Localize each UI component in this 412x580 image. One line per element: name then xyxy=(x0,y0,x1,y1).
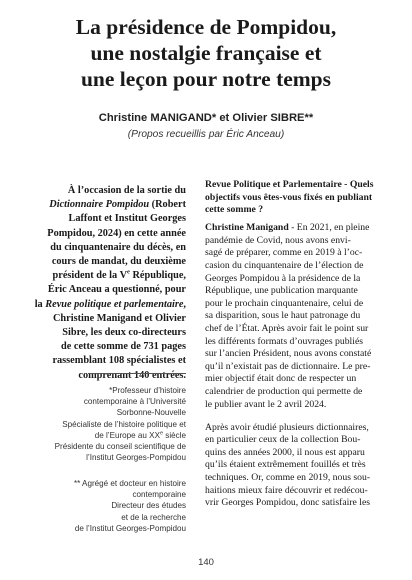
footnote-line: Sorbonne-Nouvelle xyxy=(116,408,186,418)
interview-column xyxy=(205,179,397,510)
spacer xyxy=(205,411,397,422)
book-title: Dictionnaire Pompidou xyxy=(49,199,150,211)
speaker-name: Christine Manigand xyxy=(205,222,289,234)
intro-line xyxy=(16,198,186,212)
article-title xyxy=(0,14,412,92)
footnote-line: Spécialiste de l’histoire politique et xyxy=(62,419,186,429)
answer-line: le publier avant le 2 avril 2024. xyxy=(205,398,327,410)
answer-line: Après avoir étudié plusieurs dictionnaires, xyxy=(205,421,369,433)
page-number: 140 xyxy=(198,557,214,568)
intro-line: Sibre, les deux co-directeurs xyxy=(62,327,186,339)
intro-text: République, xyxy=(129,270,186,282)
footnote-text: de l’Europe au XX xyxy=(94,430,160,440)
intro-text: la xyxy=(34,298,46,310)
journal-title: Revue politique et parlementaire xyxy=(45,298,184,310)
footnote-line: *Professeur d’histoire xyxy=(109,386,186,395)
answer-line: les différents formats d’ouvrages publiés xyxy=(205,335,364,347)
interview-answer xyxy=(205,222,397,411)
intro-paragraph xyxy=(16,184,186,383)
footnote-author-2 xyxy=(0,478,186,534)
intro-text: (Robert xyxy=(149,199,186,211)
answer-line: République, une publication marquante xyxy=(205,285,358,297)
answer-line: sur l’ancien Président, nous avons constaté xyxy=(205,348,372,360)
intro-line: Laffont et Institut Georges xyxy=(68,213,186,225)
footnote-line xyxy=(0,430,186,441)
footnote-divider xyxy=(88,373,186,374)
answer-line: pandémie de Covid, nous avons envi- xyxy=(205,234,351,246)
intro-line xyxy=(16,298,186,312)
footnote-author-1 xyxy=(0,385,186,463)
answer-line: qu’il n’existait pas de dictionnaire. Le pre- xyxy=(205,360,371,372)
intro-line: comprenant 140 entrées. xyxy=(78,369,186,381)
answer-paragraph xyxy=(205,422,397,510)
answer-line: techniques. Or, comme en 2019, nous sou- xyxy=(205,472,371,484)
answer-line: chef de l’État. Après avoir fait le point sur xyxy=(205,323,369,335)
footnote-line: contemporaine xyxy=(132,490,186,500)
intro-line: rassemblant 108 spécialistes et xyxy=(52,355,186,367)
question-line: Revue Politique et Parlementaire - Quels xyxy=(205,179,374,190)
interview-credit: (Propos recueillis par Éric Anceau) xyxy=(127,129,285,140)
intro-text: , xyxy=(183,298,186,310)
intro-line xyxy=(16,269,186,283)
footnote-line: ** Agrégé et docteur en histoire xyxy=(73,479,186,488)
answer-line: quins des années 2000, il nous est apparu xyxy=(205,446,365,458)
answer-line xyxy=(205,222,397,235)
title-line: La présidence de Pompidou, xyxy=(75,15,337,39)
footnote-line: de l’Institut Georges-Pompidou xyxy=(74,523,186,533)
intro-line: Pompidou, 2024) en cette année xyxy=(47,227,186,239)
intro-line: du cinquantenaire du décès, en xyxy=(50,241,186,253)
answer-line: calendrier de production qui permette de xyxy=(205,386,363,397)
footnote-line: Présidente du conseil scientifique de xyxy=(54,442,186,452)
answer-line: en particulier ceux de la collection Bou- xyxy=(205,434,361,446)
answer-line: vrir Georges Pompidou, donc satisfaire les xyxy=(205,497,371,509)
intro-line: de cette somme de 731 pages xyxy=(61,341,186,353)
footnote-line: et de la recherche xyxy=(121,512,186,522)
intro-line: À l’occasion de la sortie du xyxy=(67,185,186,196)
intro-line: cours de mandat, du deuxième xyxy=(51,256,186,268)
footnote-text: siècle xyxy=(163,430,186,440)
footnote-line: contemporaine à l’Université xyxy=(83,397,186,407)
interview-question xyxy=(205,179,397,217)
answer-line: qu’ils étaient extrêmement fouillés et très xyxy=(205,459,366,471)
footnote-line: Directeur des études xyxy=(111,501,186,511)
answer-line: casion du cinquantenaire de l’élection de xyxy=(205,260,364,272)
intro-line: Éric Anceau a questionné, pour xyxy=(47,284,186,296)
answer-line: pour le prochain cinquantenaire, celui de xyxy=(205,297,364,309)
intro-text: président de la V xyxy=(52,270,128,282)
question-line: objectifs vous êtes-vous fixés en publiant xyxy=(205,191,373,203)
intro-line: Christine Manigand et Olivier xyxy=(53,312,186,324)
answer-line: mier objectif était donc de respecter un xyxy=(205,373,357,385)
superscript: e xyxy=(127,268,130,276)
answer-text: - En 2021, en pleine xyxy=(288,222,370,234)
answer-line: sagé de préparer, comme en 2019 à l’oc- xyxy=(205,247,363,259)
answer-line: sa disparition, sous le haut patronage du xyxy=(205,310,361,322)
question-line: cette somme ? xyxy=(205,204,264,216)
authors-line: Christine MANIGAND* et Olivier SIBRE** xyxy=(98,112,314,124)
superscript: e xyxy=(159,430,164,437)
title-line: une nostalgie française et xyxy=(90,41,322,65)
title-line: une leçon pour notre temps xyxy=(80,67,332,91)
answer-line: haitions mieux faire découvrir et redécou- xyxy=(205,484,368,496)
answer-line: Georges Pompidou à la présidence de la xyxy=(205,272,361,284)
footnote-line: l’Institut Georges-Pompidou xyxy=(86,453,186,463)
